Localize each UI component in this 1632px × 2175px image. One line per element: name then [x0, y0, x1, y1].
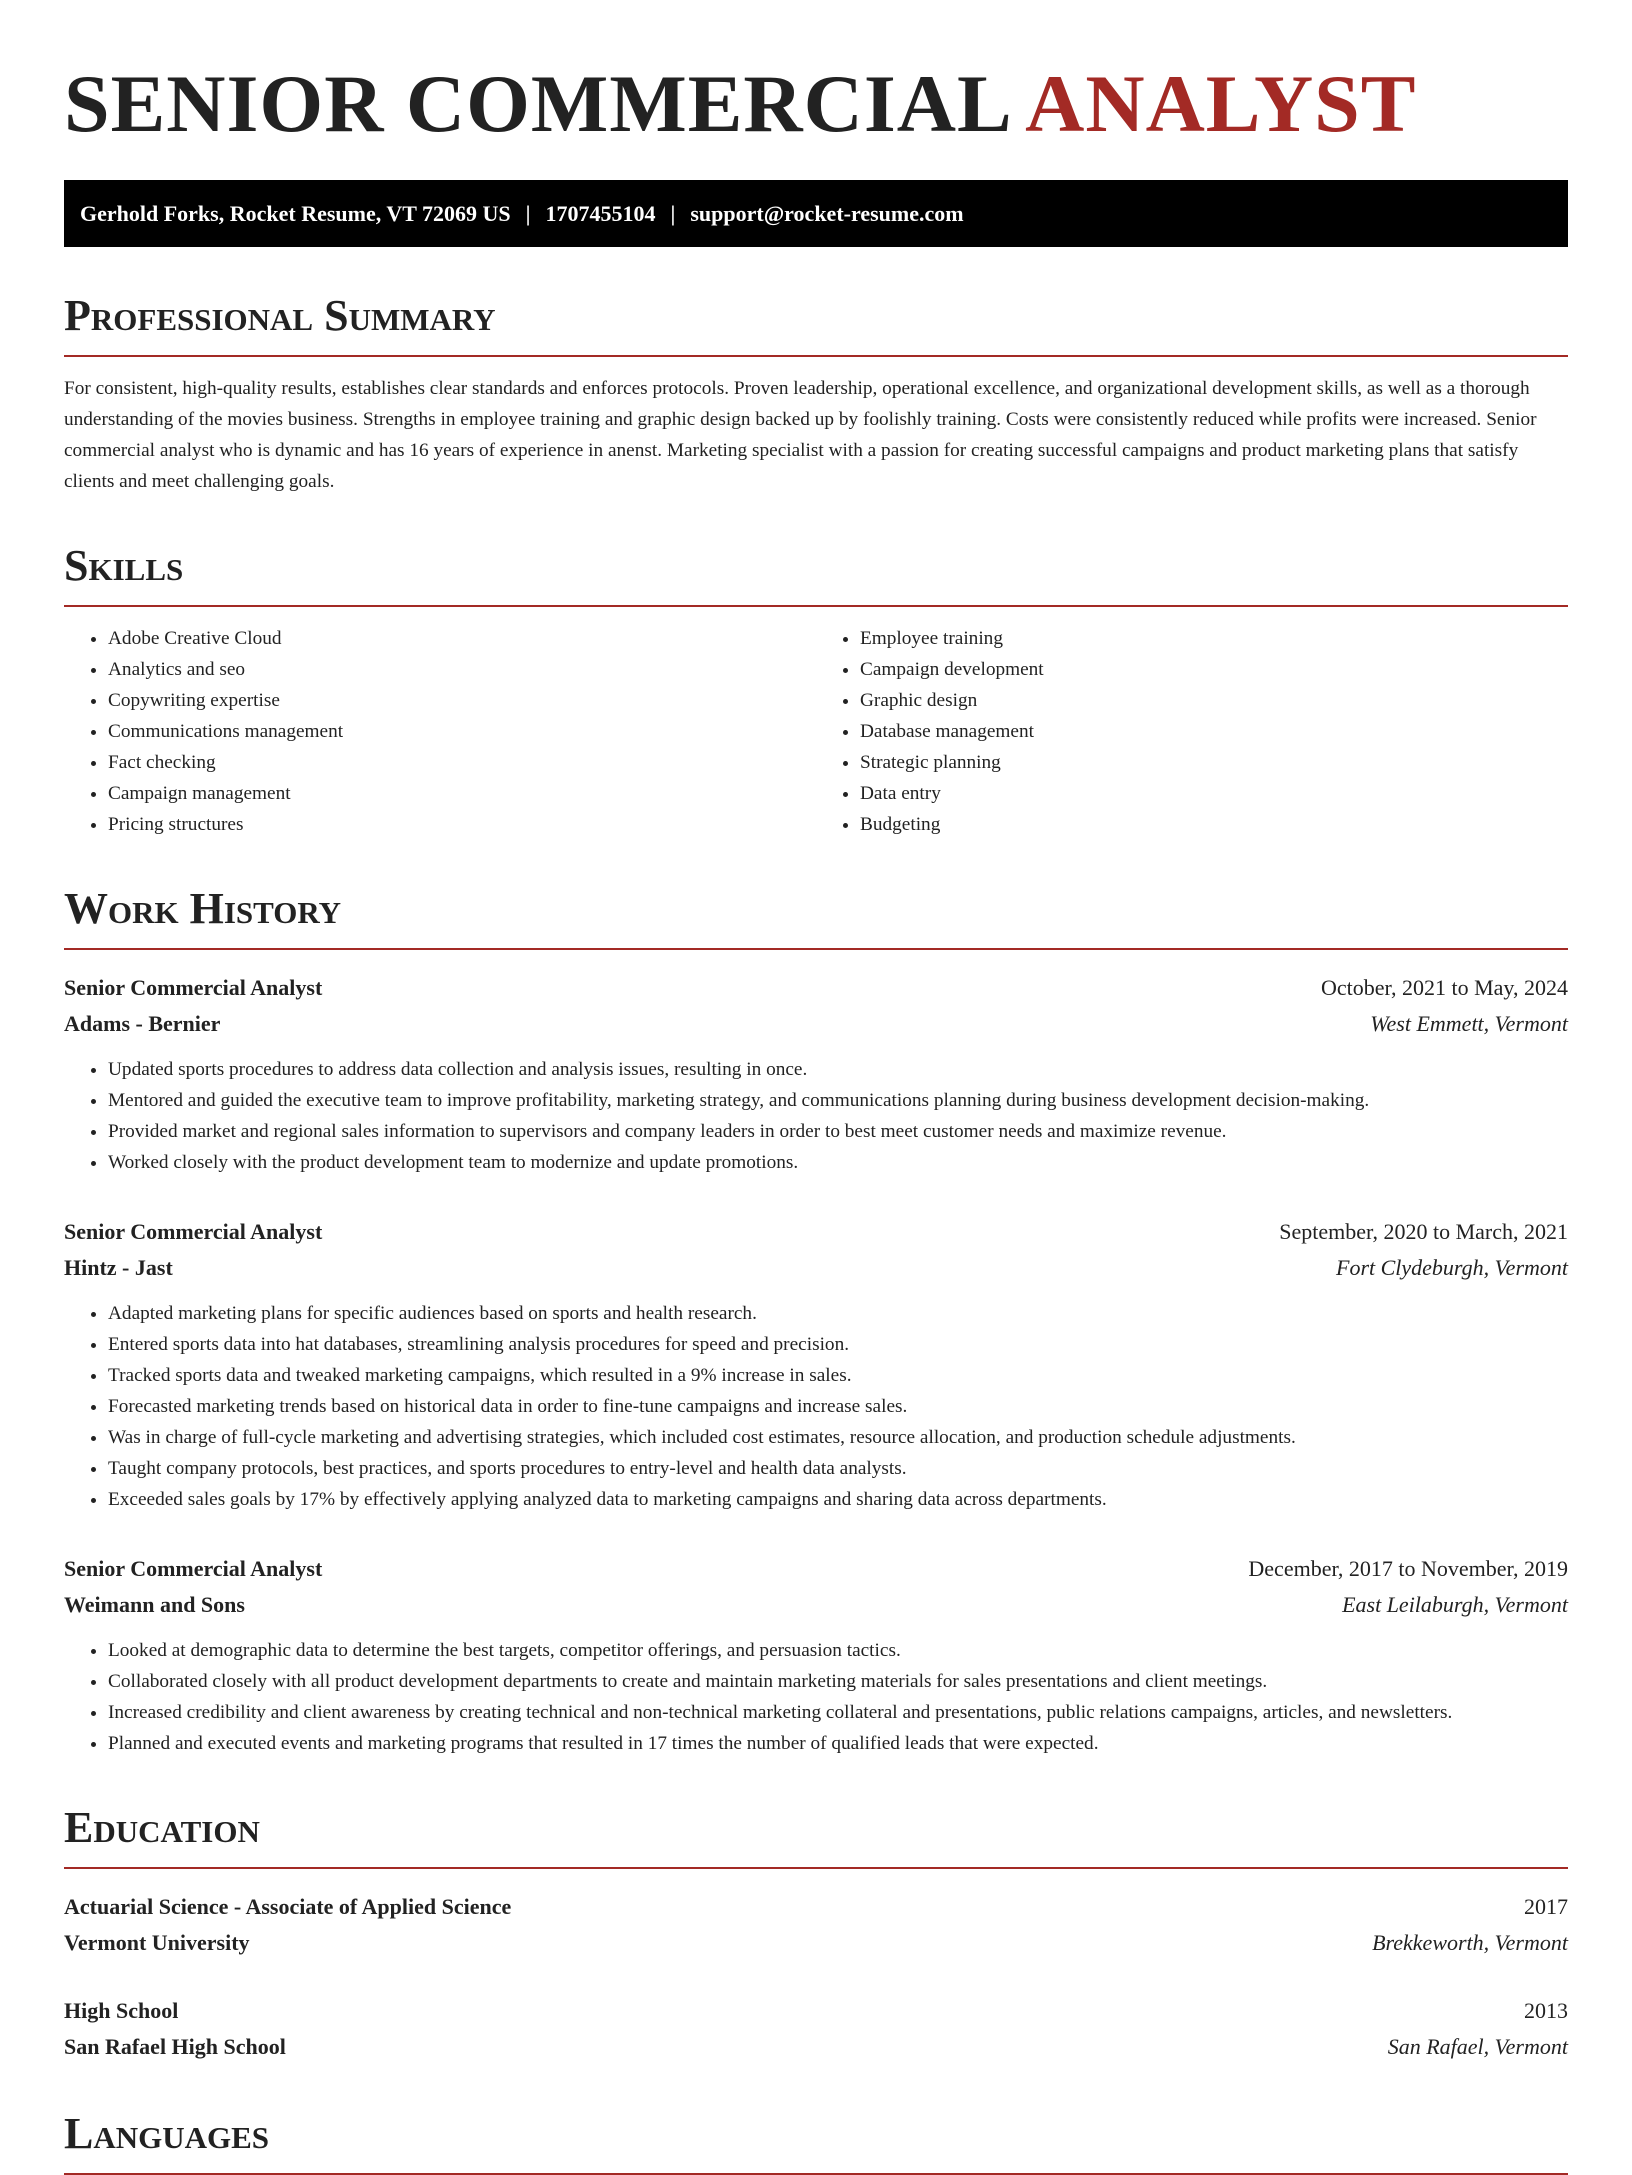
skills-column-left [64, 623, 816, 840]
job-bullet: • Tracked sports data and tweaked marketing campaigns, which resulted in a 9% increase in sales. [108, 1360, 1568, 1391]
languages-heading: Languages [64, 2109, 1568, 2175]
summary-text: For consistent, high-quality results, establishes clear standards and enforces protocols. Proven leadership, operational excellence, and organizational development skills, as well as a thorough understanding of the movies business. Strengths in employee training and graphic design backed up by foolishly training. Costs were consistently reduced while profits were increased. Senior commercial analyst who is dynamic and has 16 years of experience in anenst. Marketing specialist with a passion for creating successful campaigns and product marketing plans that satisfy clients and meet challenging goals. [64, 378, 1537, 492]
job-bullet: • Planned and executed events and marketing programs that resulted in 17 times the number of qualified leads that were expected. [108, 1728, 1568, 1759]
job-location: West Emmett, Vermont [1370, 1011, 1568, 1036]
job-title: Senior Commercial Analyst [64, 1556, 323, 1581]
job-location: East Leilaburgh, Vermont [1342, 1592, 1568, 1617]
education-school-row [64, 1925, 1568, 1961]
skills-column-right [816, 623, 1568, 840]
job-entry [64, 1551, 1568, 1759]
title-main: SENIOR COMMERCIAL [64, 58, 1009, 149]
job-bullet: • Forecasted marketing trends based on historical data in order to fine-tune campaigns and increase sales. [108, 1391, 1568, 1422]
job-location: Fort Clydeburgh, Vermont [1336, 1255, 1568, 1280]
job-title: Senior Commercial Analyst [64, 1219, 323, 1244]
education-heading: Education [64, 1803, 1568, 1869]
job-bullets [64, 1054, 1568, 1178]
education-entry [64, 1993, 1568, 2065]
skill-item: • Campaign management [108, 778, 816, 809]
job-bullet: • Entered sports data into hat databases, streamlining analysis procedures for speed and precision. [108, 1329, 1568, 1360]
education-degree: Actuarial Science - Associate of Applied Science [64, 1894, 512, 1919]
skills-list [64, 623, 1568, 840]
resume-page [64, 0, 1568, 2175]
job-company-row [64, 1587, 1568, 1623]
skill-item: • Campaign development [860, 654, 1568, 685]
job-bullet: • Collaborated closely with all product development departments to create and maintain marketing materials for sales presentations and client meetings. [108, 1666, 1568, 1697]
contact-separator: | [525, 201, 531, 226]
contact-phone: 1707455104 [545, 201, 656, 226]
skill-item: • Analytics and seo [108, 654, 816, 685]
education-year: 2013 [1524, 1998, 1568, 2023]
contact-email: support@rocket-resume.com [690, 201, 964, 226]
skills-heading: Skills [64, 541, 1568, 607]
education-year: 2017 [1524, 1894, 1568, 1919]
job-bullet: • Was in charge of full-cycle marketing and advertising strategies, which included cost estimates, resource allocation, and production schedule adjustments. [108, 1422, 1568, 1453]
contact-bar [64, 180, 1568, 247]
job-bullet: • Adapted marketing plans for specific audiences based on sports and health research. [108, 1298, 1568, 1329]
education-school: San Rafael High School [64, 2034, 286, 2059]
work-history-heading: Work History [64, 884, 1568, 950]
job-bullet: • Taught company protocols, best practices, and sports procedures to entry-level and health data analysts. [108, 1453, 1568, 1484]
skill-item: • Adobe Creative Cloud [108, 623, 816, 654]
job-company-row [64, 1250, 1568, 1286]
job-bullets [64, 1635, 1568, 1759]
job-entry [64, 970, 1568, 1178]
contact-separator: | [670, 201, 676, 226]
education-degree: High School [64, 1998, 179, 2023]
skill-item: • Budgeting [860, 809, 1568, 840]
job-dates: December, 2017 to November, 2019 [1248, 1556, 1568, 1581]
education-location: San Rafael, Vermont [1387, 2034, 1568, 2059]
job-title: Senior Commercial Analyst [64, 975, 323, 1000]
job-header-row [64, 1214, 1568, 1250]
skill-item: • Communications management [108, 716, 816, 747]
job-company: Weimann and Sons [64, 1592, 245, 1617]
job-bullet: • Looked at demographic data to determine the best targets, competitor offerings, and persuasion tactics. [108, 1635, 1568, 1666]
title-accent: ANALYST [1025, 58, 1417, 149]
job-bullet: • Exceeded sales goals by 17% by effectively applying analyzed data to marketing campaigns and sharing data across departments. [108, 1484, 1568, 1515]
skill-item: • Employee training [860, 623, 1568, 654]
resume-title [64, 58, 1568, 150]
job-dates: October, 2021 to May, 2024 [1321, 975, 1568, 1000]
education-school: Vermont University [64, 1930, 250, 1955]
education-entry [64, 1889, 1568, 1961]
job-bullet: • Increased credibility and client awareness by creating technical and non-technical marketing collateral and presentations, public relations campaigns, articles, and newsletters. [108, 1697, 1568, 1728]
contact-address: Gerhold Forks, Rocket Resume, VT 72069 US [80, 201, 511, 226]
job-company: Hintz - Jast [64, 1255, 173, 1280]
education-location: Brekkeworth, Vermont [1372, 1930, 1568, 1955]
skill-item: • Copywriting expertise [108, 685, 816, 716]
job-entry [64, 1214, 1568, 1515]
job-company: Adams - Bernier [64, 1011, 221, 1036]
skill-item: • Data entry [860, 778, 1568, 809]
education-degree-row [64, 1889, 1568, 1925]
job-header-row [64, 1551, 1568, 1587]
job-company-row [64, 1006, 1568, 1042]
job-header-row [64, 970, 1568, 1006]
job-bullet: • Provided market and regional sales information to supervisors and company leaders in order to best meet customer needs and maximize revenue. [108, 1116, 1568, 1147]
skill-item: • Graphic design [860, 685, 1568, 716]
job-bullets [64, 1298, 1568, 1515]
summary-heading: Professional Summary [64, 291, 1568, 357]
job-dates: September, 2020 to March, 2021 [1279, 1219, 1568, 1244]
job-bullet: • Mentored and guided the executive team to improve profitability, marketing strategy, and communications planning during business development decision-making. [108, 1085, 1568, 1116]
job-bullet: • Worked closely with the product development team to modernize and update promotions. [108, 1147, 1568, 1178]
skill-item: • Pricing structures [108, 809, 816, 840]
skill-item: • Database management [860, 716, 1568, 747]
skill-item: • Fact checking [108, 747, 816, 778]
skill-item: • Strategic planning [860, 747, 1568, 778]
education-degree-row [64, 1993, 1568, 2029]
education-school-row [64, 2029, 1568, 2065]
job-bullet: • Updated sports procedures to address data collection and analysis issues, resulting in once. [108, 1054, 1568, 1085]
